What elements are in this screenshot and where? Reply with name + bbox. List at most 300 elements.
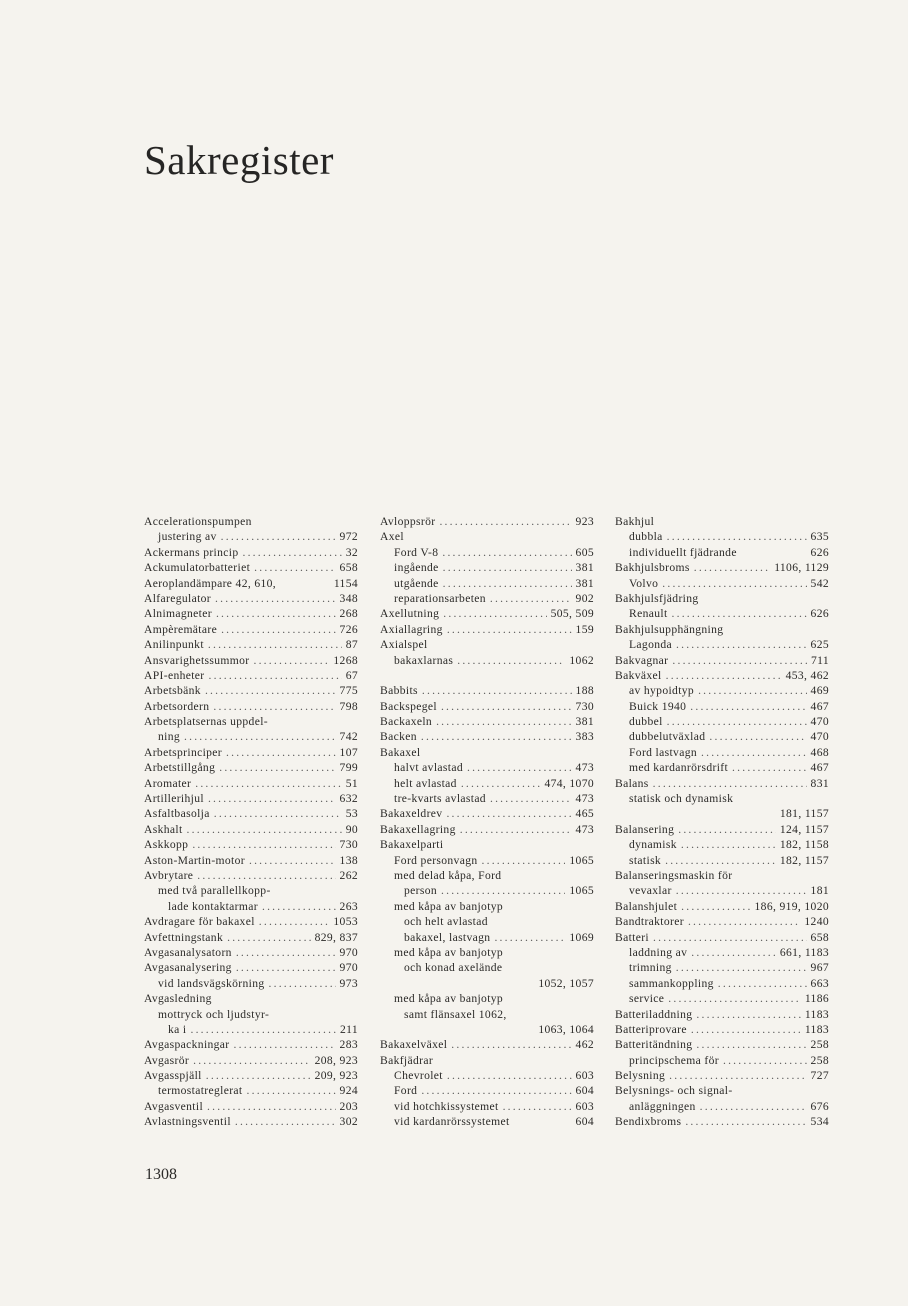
entry-page-ref: 209, 923 xyxy=(314,1069,358,1083)
entry-term: med delad kåpa, Ford xyxy=(394,868,502,882)
entry-page-ref: 1186 xyxy=(804,992,829,1006)
entry-page-ref: 924 xyxy=(339,1084,358,1098)
entry-page-ref: 799 xyxy=(339,761,358,775)
entry-page-ref: 474, 1070 xyxy=(544,776,594,790)
entry-page-ref: 473 xyxy=(575,761,594,775)
dot-leader xyxy=(460,822,572,837)
entry-page-ref: 658 xyxy=(339,561,358,575)
dot-leader xyxy=(696,1037,806,1052)
entry-term: dubbel xyxy=(629,715,663,729)
index-entry xyxy=(615,1099,829,1114)
index-entry xyxy=(144,914,358,929)
index-entry xyxy=(144,1053,358,1068)
dot-leader xyxy=(221,622,335,637)
dot-leader xyxy=(421,729,572,744)
entry-page-ref: 348 xyxy=(339,591,358,605)
index-entry xyxy=(380,1083,594,1098)
index-entry xyxy=(615,560,829,575)
entry-page-ref: 1183 xyxy=(804,1022,829,1036)
entry-term: ka i xyxy=(168,1022,187,1036)
entry-term: Arbetstillgång xyxy=(144,761,216,775)
entry-term: ning xyxy=(158,730,181,744)
entry-term: Batteriprovare xyxy=(615,1022,687,1036)
index-entry xyxy=(615,683,829,698)
index-entry xyxy=(380,806,594,821)
index-entry xyxy=(144,991,358,1006)
index-entry xyxy=(615,806,829,821)
entry-page-ref: 32 xyxy=(345,545,358,559)
index-entry xyxy=(144,1068,358,1083)
entry-page-ref: 473 xyxy=(575,822,594,836)
index-entry xyxy=(380,899,594,914)
index-entry xyxy=(380,822,594,837)
entry-page-ref: 381 xyxy=(575,715,594,729)
entry-term: Artillerihjul xyxy=(144,792,204,806)
dot-leader xyxy=(262,899,336,914)
dot-leader xyxy=(259,914,330,929)
entry-page-ref: 203 xyxy=(339,1099,358,1113)
dot-leader xyxy=(208,637,342,652)
index-entry xyxy=(615,1037,829,1052)
index-entry xyxy=(380,545,594,560)
entry-page-ref: 604 xyxy=(575,1084,594,1098)
entry-page-ref: 726 xyxy=(339,622,358,636)
dot-leader xyxy=(732,760,807,775)
entry-term: Babbits xyxy=(380,684,418,698)
entry-page-ref: 381 xyxy=(575,576,594,590)
dot-leader xyxy=(667,714,807,729)
entry-term: Bakhjul xyxy=(615,515,655,528)
entry-term: bakaxel, lastvagn xyxy=(404,930,491,944)
entry-term: Backen xyxy=(380,730,417,744)
index-entry xyxy=(144,1037,358,1052)
entry-page-ref: 181, 1157 xyxy=(779,807,829,821)
index-entry xyxy=(144,837,358,852)
index-entry xyxy=(144,868,358,883)
index-entry xyxy=(380,853,594,868)
index-entry xyxy=(144,1083,358,1098)
index-entry xyxy=(144,560,358,575)
entry-page-ref: 626 xyxy=(810,545,829,559)
index-entry xyxy=(380,1099,594,1114)
index-entry xyxy=(144,683,358,698)
entry-term: Balans xyxy=(615,776,649,790)
index-entry xyxy=(144,591,358,606)
index-entry xyxy=(615,545,829,560)
dot-leader xyxy=(422,683,572,698)
entry-term: Belysnings- och signal- xyxy=(615,1084,733,1098)
entry-page-ref: 268 xyxy=(339,607,358,621)
entry-term: Axel xyxy=(380,530,404,544)
index-entry xyxy=(615,1068,829,1083)
entry-page-ref: 124, 1157 xyxy=(779,822,829,836)
entry-page-ref: 302 xyxy=(339,1115,358,1129)
index-entry xyxy=(144,791,358,806)
entry-term: Arbetsplatsernas uppdel- xyxy=(144,715,268,729)
entry-page-ref: 468 xyxy=(810,745,829,759)
index-entry xyxy=(380,729,594,744)
entry-page-ref: 1069 xyxy=(569,930,594,944)
index-entry xyxy=(615,699,829,714)
entry-term: av hypoidtyp xyxy=(629,684,695,698)
dot-leader xyxy=(691,1022,801,1037)
entry-page-ref: 635 xyxy=(810,530,829,544)
entry-page-ref: 505, 509 xyxy=(550,607,594,621)
entry-term: med kardanrörsdrift xyxy=(629,761,729,775)
entry-page-ref: 181 xyxy=(810,884,829,898)
entry-term: helt avlastad xyxy=(394,776,457,790)
entry-page-ref: 467 xyxy=(810,699,829,713)
entry-term: dubbelutväxlad xyxy=(629,730,706,744)
dot-leader xyxy=(494,930,565,945)
dot-leader xyxy=(187,822,342,837)
entry-term: Axiallagring xyxy=(380,622,443,636)
index-entry xyxy=(380,837,594,852)
entry-page-ref: 467 xyxy=(810,761,829,775)
entry-page-ref: 1053 xyxy=(333,915,358,929)
entry-page-ref: 262 xyxy=(339,868,358,882)
dot-leader xyxy=(443,606,546,621)
entry-term: Bakhjulsbroms xyxy=(615,561,690,575)
index-entry xyxy=(380,683,594,698)
dot-leader xyxy=(441,699,572,714)
dot-leader xyxy=(195,776,341,791)
dot-leader xyxy=(192,837,335,852)
index-entry xyxy=(380,637,594,652)
page-number: 1308 xyxy=(145,1166,177,1183)
index-entry xyxy=(380,1053,594,1068)
entry-page-ref: 263 xyxy=(339,899,358,913)
index-entry xyxy=(380,699,594,714)
page-title: Sakregister xyxy=(144,137,334,183)
entry-term: trimning xyxy=(629,961,672,975)
index-entry xyxy=(380,760,594,775)
entry-page-ref: 727 xyxy=(810,1069,829,1083)
index-entry xyxy=(380,745,594,760)
index-entry xyxy=(380,1007,594,1022)
dot-leader xyxy=(490,791,572,806)
dot-leader xyxy=(242,545,341,560)
entry-page-ref: 632 xyxy=(339,792,358,806)
entry-term: Bakfjädrar xyxy=(380,1053,434,1067)
dot-leader xyxy=(662,576,806,591)
entry-term: Aeroplandämpare 42, 610, xyxy=(144,576,277,590)
dot-leader xyxy=(723,1053,807,1068)
entry-page-ref: 742 xyxy=(339,730,358,744)
entry-term: termostatreglerat xyxy=(158,1084,243,1098)
dot-leader xyxy=(666,668,782,683)
entry-page-ref: 87 xyxy=(345,638,358,652)
entry-term: Backaxeln xyxy=(380,715,433,729)
entry-term: statisk xyxy=(629,853,662,867)
entry-page-ref: 188 xyxy=(575,684,594,698)
dot-leader xyxy=(467,760,572,775)
dot-leader xyxy=(193,1053,311,1068)
entry-term: och konad axelände xyxy=(404,961,503,975)
index-entry xyxy=(380,868,594,883)
dot-leader xyxy=(446,806,571,821)
entry-term: Aromater xyxy=(144,776,192,790)
index-entry xyxy=(380,776,594,791)
entry-page-ref: 711 xyxy=(810,653,829,667)
entry-term: sammankoppling xyxy=(629,976,714,990)
entry-page-ref: 1052, 1057 xyxy=(538,976,594,990)
index-entry xyxy=(144,883,358,898)
entry-page-ref: 661, 1183 xyxy=(779,945,829,959)
entry-page-ref: 462 xyxy=(575,1038,594,1052)
dot-leader xyxy=(676,637,807,652)
entry-term: Bakaxelväxel xyxy=(380,1038,448,1052)
entry-page-ref: 182, 1158 xyxy=(779,838,829,852)
index-entry xyxy=(144,945,358,960)
index-entry xyxy=(615,729,829,744)
index-column-3 xyxy=(615,514,829,1130)
entry-page-ref: 603 xyxy=(575,1099,594,1113)
index-entry xyxy=(380,883,594,898)
entry-page-ref: 469 xyxy=(810,684,829,698)
index-entry xyxy=(144,776,358,791)
entry-term: Batteriladdning xyxy=(615,1007,693,1021)
dot-leader xyxy=(205,683,336,698)
entry-page-ref: 1240 xyxy=(804,915,829,929)
index-entry xyxy=(144,745,358,760)
entry-page-ref: 186, 919, 1020 xyxy=(754,899,829,913)
entry-term: samt flänsaxel 1062, xyxy=(404,1007,507,1021)
entry-term: Avlastningsventil xyxy=(144,1115,231,1129)
entry-term: med kåpa av banjotyp xyxy=(394,899,504,913)
entry-page-ref: 67 xyxy=(345,668,358,682)
index-entry xyxy=(380,930,594,945)
dot-leader xyxy=(247,1083,336,1098)
index-entry xyxy=(144,637,358,652)
index-entry xyxy=(615,714,829,729)
entry-term: Avgasrör xyxy=(144,1053,190,1067)
index-entry xyxy=(615,776,829,791)
entry-page-ref: 1065 xyxy=(569,884,594,898)
index-entry xyxy=(380,1068,594,1083)
dot-leader xyxy=(690,699,806,714)
entry-page-ref: 1065 xyxy=(569,853,594,867)
entry-term: Alnimagneter xyxy=(144,607,212,621)
index-entry xyxy=(144,699,358,714)
dot-leader xyxy=(691,945,776,960)
entry-term: Avgaspackningar xyxy=(144,1038,230,1052)
dot-leader xyxy=(685,1114,806,1129)
dot-leader xyxy=(227,930,311,945)
index-entry xyxy=(615,576,829,591)
dot-leader xyxy=(451,1037,571,1052)
entry-page-ref: 902 xyxy=(575,591,594,605)
entry-page-ref: 138 xyxy=(339,853,358,867)
index-entry xyxy=(144,930,358,945)
entry-page-ref: 676 xyxy=(810,1099,829,1113)
entry-page-ref: 658 xyxy=(810,930,829,944)
dot-leader xyxy=(678,822,776,837)
dot-leader xyxy=(421,1083,571,1098)
entry-page-ref: 208, 923 xyxy=(314,1053,358,1067)
entry-page-ref: 970 xyxy=(339,961,358,975)
entry-term: Askkopp xyxy=(144,838,189,852)
dot-leader xyxy=(461,776,541,791)
entry-page-ref: 831 xyxy=(810,776,829,790)
dot-leader xyxy=(190,1022,336,1037)
entry-term: Alfaregulator xyxy=(144,591,211,605)
dot-leader xyxy=(221,529,336,544)
entry-term: dynamisk xyxy=(629,838,677,852)
dot-leader xyxy=(490,591,572,606)
entry-page-ref: 534 xyxy=(810,1115,829,1129)
index-entry xyxy=(615,1114,829,1129)
index-entry xyxy=(380,1037,594,1052)
dot-leader xyxy=(269,976,336,991)
entry-page-ref: 182, 1157 xyxy=(779,853,829,867)
dot-leader xyxy=(236,945,336,960)
index-entry xyxy=(615,945,829,960)
index-entry xyxy=(380,791,594,806)
entry-page-ref: 381 xyxy=(575,561,594,575)
index-entry xyxy=(144,653,358,668)
entry-page-ref: 775 xyxy=(339,684,358,698)
dot-leader xyxy=(701,745,807,760)
entry-term: Bandtraktorer xyxy=(615,915,684,929)
index-entry xyxy=(615,591,829,606)
index-entry xyxy=(615,791,829,806)
entry-term: Ackermans princip xyxy=(144,545,239,559)
index-entry xyxy=(144,1099,358,1114)
entry-term: Arbetsordern xyxy=(144,699,210,713)
entry-page-ref: 663 xyxy=(810,976,829,990)
entry-term: Avdragare för bakaxel xyxy=(144,915,255,929)
dot-leader xyxy=(249,853,336,868)
index-entry xyxy=(380,1022,594,1037)
entry-term: med två parallellkopp- xyxy=(158,884,271,898)
index-entry xyxy=(380,576,594,591)
index-entry xyxy=(144,960,358,975)
entry-page-ref: 798 xyxy=(339,699,358,713)
dot-leader xyxy=(235,1114,336,1129)
entry-page-ref: 923 xyxy=(575,515,594,528)
entry-term: principschema för xyxy=(629,1053,719,1067)
entry-term: individuellt fjädrande xyxy=(629,545,737,559)
entry-term: Renault xyxy=(629,607,668,621)
index-entry xyxy=(380,991,594,1006)
index-entry xyxy=(380,668,594,683)
dot-leader xyxy=(436,714,571,729)
entry-term: anläggningen xyxy=(629,1099,696,1113)
entry-term: Avbrytare xyxy=(144,868,194,882)
dot-leader xyxy=(447,622,572,637)
dot-leader xyxy=(669,1068,806,1083)
entry-term: Ford xyxy=(394,1084,418,1098)
entry-term: Axellutning xyxy=(380,607,440,621)
dot-leader xyxy=(718,976,807,991)
dot-leader xyxy=(667,529,807,544)
index-entry xyxy=(615,637,829,652)
entry-term: Backspegel xyxy=(380,699,437,713)
dot-leader xyxy=(681,899,750,914)
dot-leader xyxy=(698,683,806,698)
index-entry xyxy=(144,622,358,637)
index-entry xyxy=(615,822,829,837)
entry-term: vevaxlar xyxy=(629,884,672,898)
entry-term: Anilinpunkt xyxy=(144,638,204,652)
index-entry xyxy=(615,1007,829,1022)
index-entry xyxy=(380,714,594,729)
dot-leader xyxy=(216,606,336,621)
index-entry xyxy=(144,576,358,591)
index-entry xyxy=(380,514,594,529)
entry-term: dubbla xyxy=(629,530,663,544)
entry-term: Buick 1940 xyxy=(629,699,687,713)
index-entry xyxy=(615,668,829,683)
entry-page-ref: 626 xyxy=(810,607,829,621)
dot-leader xyxy=(226,745,336,760)
dot-leader xyxy=(653,930,807,945)
entry-term: Bakaxelparti xyxy=(380,838,444,852)
entry-term: Belysning xyxy=(615,1069,666,1083)
index-entry xyxy=(380,622,594,637)
index-entry xyxy=(615,853,829,868)
dot-leader xyxy=(184,729,336,744)
entry-term: Ford V-8 xyxy=(394,545,439,559)
entry-term: Bendixbroms xyxy=(615,1115,682,1129)
entry-term: Asfaltbasolja xyxy=(144,807,210,821)
index-entry xyxy=(615,514,829,529)
dot-leader xyxy=(441,883,565,898)
entry-term: Bakväxel xyxy=(615,668,662,682)
entry-page-ref: 970 xyxy=(339,945,358,959)
entry-term: med kåpa av banjotyp xyxy=(394,992,504,1006)
index-entry xyxy=(380,560,594,575)
index-entry xyxy=(380,529,594,544)
entry-term: statisk och dynamisk xyxy=(629,792,734,806)
entry-term: Lagonda xyxy=(629,638,673,652)
index-column-1 xyxy=(144,514,358,1130)
entry-page-ref: 972 xyxy=(339,530,358,544)
index-entry xyxy=(615,1053,829,1068)
dot-leader xyxy=(206,1068,311,1083)
dot-leader xyxy=(215,591,336,606)
entry-term: Bakaxeldrev xyxy=(380,807,443,821)
entry-term: Bakaxel xyxy=(380,745,421,759)
dot-leader xyxy=(681,837,776,852)
entry-term: laddning av xyxy=(629,945,688,959)
index-entry xyxy=(144,1007,358,1022)
dot-leader xyxy=(709,729,806,744)
dot-leader xyxy=(676,883,807,898)
index-entry xyxy=(615,899,829,914)
entry-page-ref: 604 xyxy=(575,1115,594,1129)
entry-term: halvt avlastad xyxy=(394,761,463,775)
dot-leader xyxy=(439,514,571,529)
entry-term: Avloppsrör xyxy=(380,515,436,528)
entry-term: Bakhjulsfjädring xyxy=(615,591,699,605)
index-entry xyxy=(144,822,358,837)
entry-term: Accelerationspumpen xyxy=(144,515,252,528)
index-entry xyxy=(144,529,358,544)
entry-page-ref: 730 xyxy=(575,699,594,713)
entry-page-ref: 473 xyxy=(575,792,594,806)
index-entry xyxy=(615,745,829,760)
index-entry xyxy=(144,1022,358,1037)
dot-leader xyxy=(672,653,807,668)
entry-term: Ford personvagn xyxy=(394,853,478,867)
entry-page-ref: 1062 xyxy=(569,653,594,667)
index-column-2 xyxy=(380,514,594,1130)
entry-term: API-enheter xyxy=(144,668,205,682)
entry-page-ref: 470 xyxy=(810,730,829,744)
entry-page-ref: 53 xyxy=(345,807,358,821)
